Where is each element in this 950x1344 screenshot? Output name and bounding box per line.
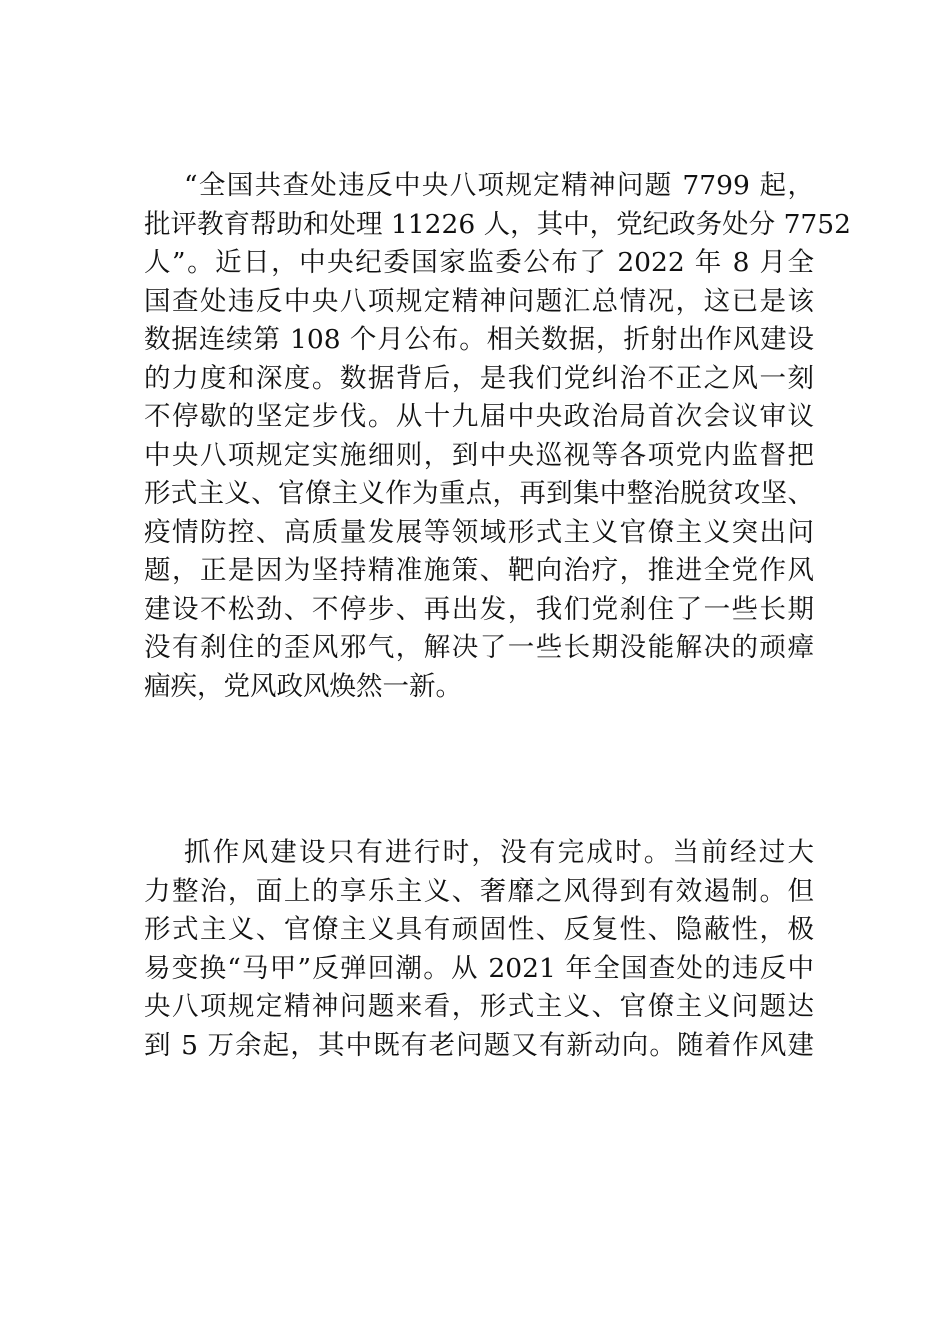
paragraph-1	[144, 167, 852, 706]
text-line: 到 5 万余起，其中既有老问题又有新动向。随着作风建	[144, 1029, 814, 1061]
text-line: 中央八项规定实施细则，到中央巡视等各项党内监督把	[144, 439, 814, 471]
text-line: 没有刹住的歪风邪气，解决了一些长期没能解决的顽瘴	[144, 632, 814, 663]
text-line: 形式主义、官僚主义具有顽固性、反复性、隐蔽性，极	[144, 914, 814, 945]
paragraph-2	[144, 834, 814, 1065]
text-line: 批评教育帮助和处理 11226 人，其中，党纪政务处分 7752	[144, 208, 852, 240]
text-line: 形式主义、官僚主义作为重点，再到集中整治脱贫攻坚、	[144, 478, 814, 509]
text-line: 数据连续第 108 个月公布。相关数据，折射出作风建设	[144, 324, 814, 355]
text-line: 人”。近日，中央纪委国家监委公布了 2022 年 8 月全	[144, 247, 814, 278]
text-line: 国查处违反中央八项规定精神问题汇总情况，这已是该	[144, 285, 814, 317]
text-line: 央八项规定精神问题来看，形式主义、官僚主义问题达	[144, 991, 814, 1022]
text-line: 抓作风建设只有进行时，没有完成时。当前经过大	[184, 837, 814, 868]
text-line: 力整治，面上的享乐主义、奢靡之风得到有效遏制。但	[144, 875, 814, 907]
text-line: 的力度和深度。数据背后，是我们党纠治不正之风一刻	[144, 362, 814, 394]
text-line: 建设不松劲、不停步、再出发，我们党刹住了一些长期	[144, 593, 814, 625]
text-line: 痼疾，党风政风焕然一新。	[144, 670, 462, 702]
text-line: 不停歇的坚定步伐。从十九届中央政治局首次会议审议	[144, 401, 814, 432]
text-line: 疫情防控、高质量发展等领域形式主义官僚主义突出问	[144, 516, 814, 548]
text-line: 易变换“马甲”反弹回潮。从 2021 年全国查处的违反中	[144, 952, 814, 984]
text-line: 题，正是因为坚持精准施策、靶向治疗，推进全党作风	[144, 555, 814, 586]
text-line: “全国共查处违反中央八项规定精神问题 7799 起，	[184, 170, 814, 201]
